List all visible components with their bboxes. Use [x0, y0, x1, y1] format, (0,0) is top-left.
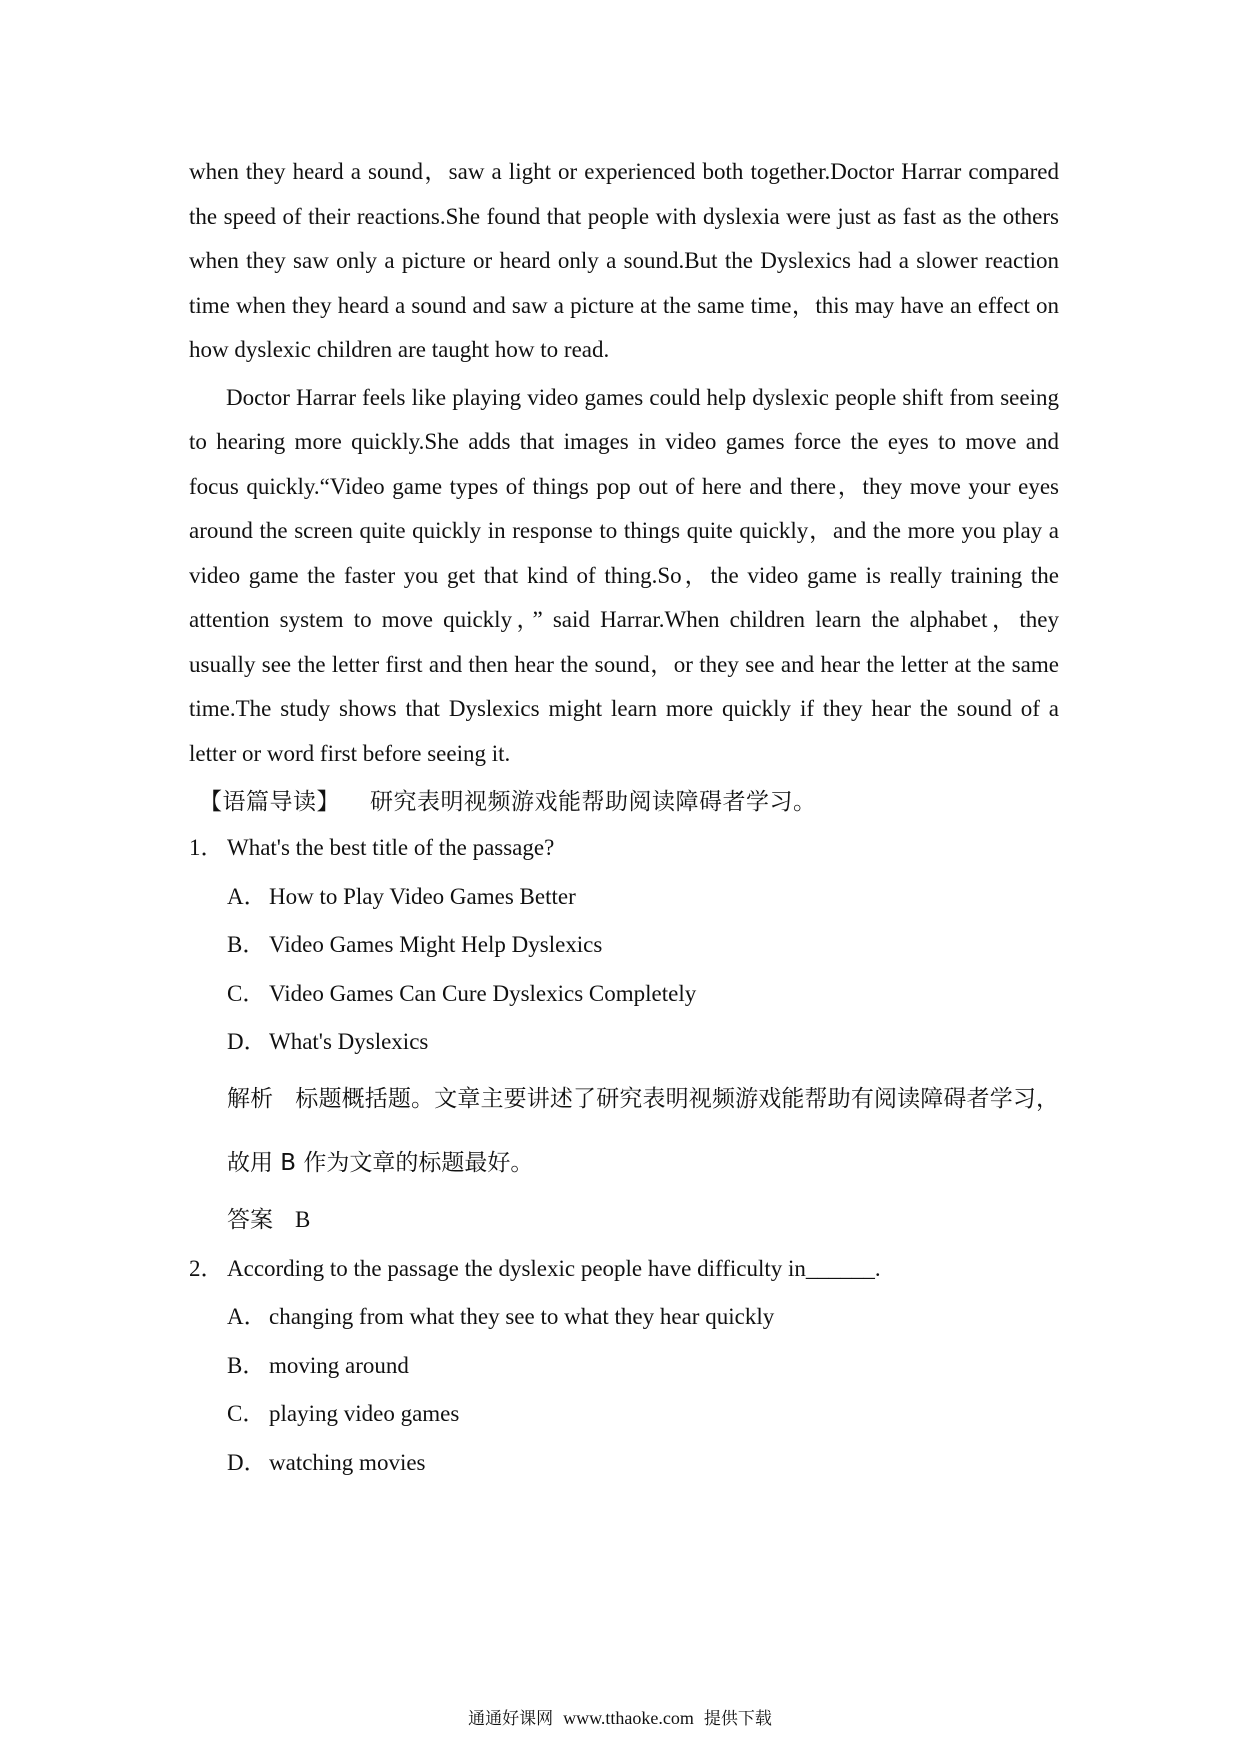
- option-a: [189, 1293, 1059, 1342]
- option-c: [189, 1390, 1059, 1439]
- question-text: According to the passage the dyslexic people have difficulty in______.: [227, 1255, 881, 1281]
- answer-label: 答案: [227, 1206, 273, 1233]
- page-footer: [0, 1704, 1240, 1729]
- explanation-label: 解析: [227, 1085, 274, 1112]
- option-d: [189, 1018, 1059, 1067]
- option-text: playing video games: [269, 1401, 460, 1426]
- answer-value: B: [295, 1206, 311, 1232]
- option-d: [189, 1439, 1059, 1488]
- question-1: [189, 824, 1059, 1245]
- option-text: changing from what they see to what they hear quickly: [269, 1304, 775, 1329]
- option-b: [189, 921, 1059, 970]
- explanation-text: 标题概括题。文章主要讲述了研究表明视频游戏能帮助有阅读障碍者学习，故用 B 作为文章的标题最好。: [227, 1085, 1060, 1176]
- option-text: How to Play Video Games Better: [269, 883, 576, 909]
- explanation: [189, 1067, 1059, 1195]
- option-letter: B．: [227, 1352, 266, 1378]
- option-letter: D．: [227, 1029, 267, 1054]
- option-text: watching movies: [269, 1449, 426, 1475]
- footer-suffix: 提供下载: [703, 1709, 772, 1729]
- option-text: What's Dyslexics: [269, 1029, 429, 1054]
- document-body: [189, 150, 1059, 1487]
- question-number: 2．: [189, 1255, 224, 1281]
- passage-paragraph-2: Doctor Harrar feels like playing video games could help dyslexic people shift from seeing to hearing more quickly.She adds that images in video games force the eyes to move and focus quickly.“Video game types of things pop out of here and there，they move your eyes around the screen quite quickly in response to things quite quickly，and the more you play a video game the faster you get that kind of thing.So，the video game is really training the attention system to move quickly，” said Harrar.When children learn the alphabet，they usually see the letter first and then hear the sound，or they see and hear the letter at the same time.The study shows that Dyslexics might learn more quickly if they hear the sound of a letter or word first before seeing it.: [189, 384, 1059, 766]
- option-text: Video Games Can Cure Dyslexics Completely: [269, 980, 697, 1006]
- option-a: [189, 873, 1059, 922]
- option-letter: B．: [227, 932, 266, 957]
- question-2: [189, 1245, 1059, 1488]
- guide-text: 研究表明视频游戏能帮助阅读障碍者学习。: [370, 789, 817, 815]
- footer-site-name: 通通好课网: [468, 1709, 554, 1729]
- option-letter: A．: [227, 883, 267, 909]
- question-number: 1．: [189, 835, 224, 860]
- option-c: [189, 970, 1059, 1019]
- option-letter: C．: [227, 980, 266, 1006]
- question-stem: [189, 1245, 1059, 1294]
- option-letter: D．: [227, 1449, 267, 1475]
- answer: [189, 1195, 1059, 1245]
- option-letter: C．: [227, 1401, 266, 1426]
- passage-paragraph-1: when they heard a sound，saw a light or experienced both together.Doctor Harrar compared the speed of their reactions.She found that people with dyslexia were just as fast as the others when they saw only a picture or heard only a sound.But the Dyslexics had a slower reaction time when they heard a sound and saw a picture at the same time，this may have an effect on how dyslexic children are taught how to read.: [189, 159, 1060, 362]
- option-text: moving around: [269, 1352, 409, 1378]
- option-letter: A．: [227, 1304, 267, 1329]
- option-b: [189, 1342, 1059, 1391]
- footer-url[interactable]: www.tthaoke.com: [563, 1708, 694, 1728]
- passage-guide: [189, 780, 1059, 824]
- guide-label: 【语篇导读】: [199, 789, 340, 815]
- question-text: What's the best title of the passage?: [227, 835, 555, 860]
- question-stem: [189, 824, 1059, 873]
- option-text: Video Games Might Help Dyslexics: [269, 932, 603, 957]
